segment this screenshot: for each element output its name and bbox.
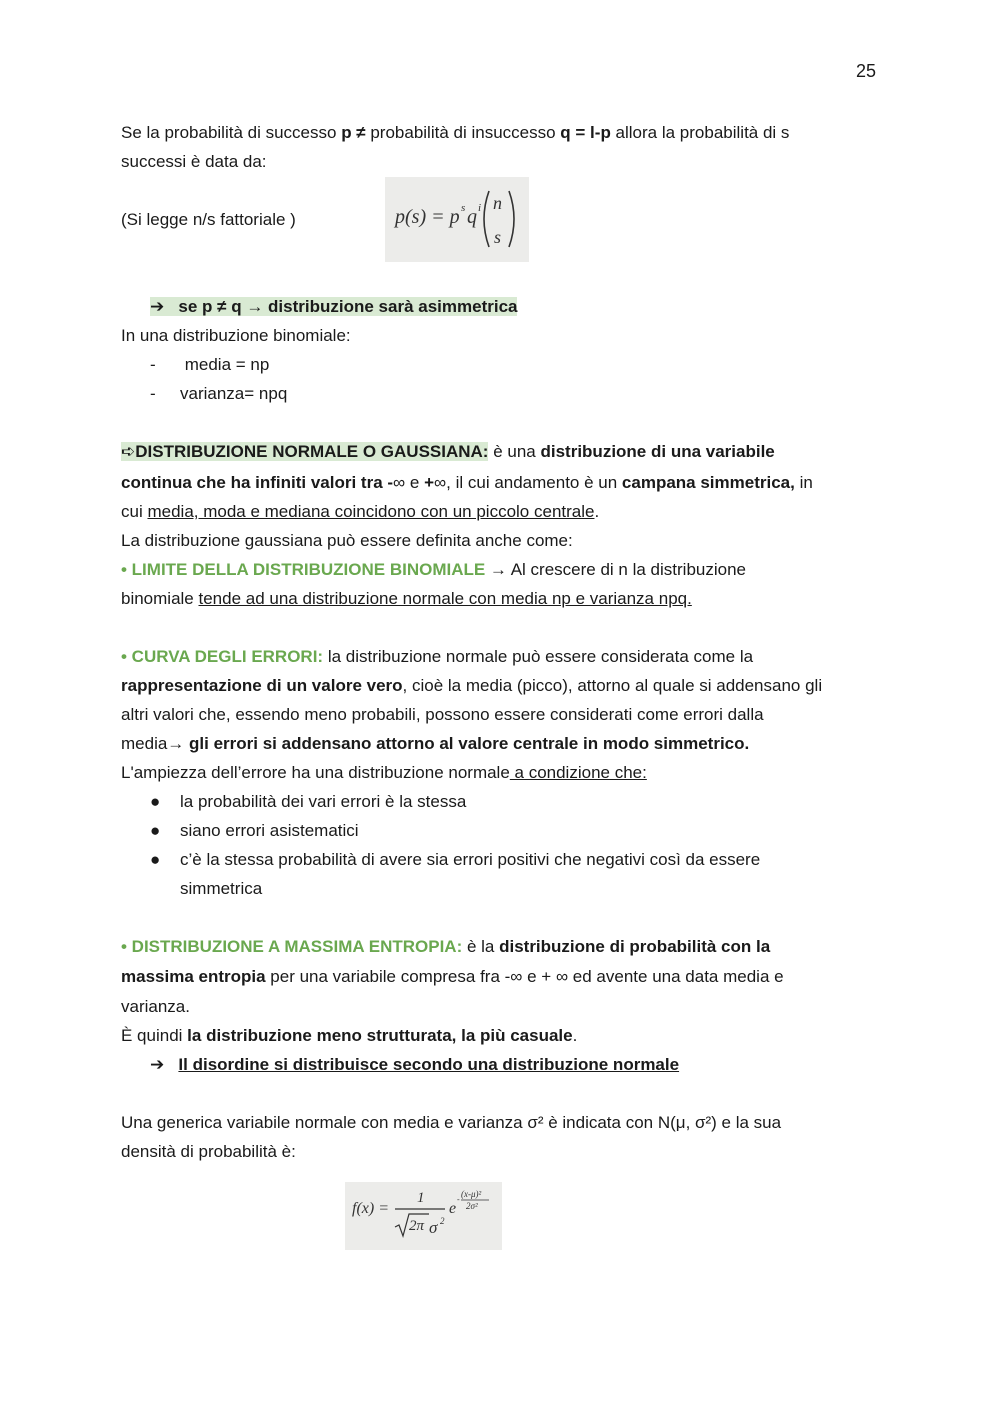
normal-line-1: ➪DISTRIBUZIONE NORMALE O GAUSSIANA: è una distribuzione di una variabile xyxy=(121,442,775,461)
normal-density-formula xyxy=(345,1182,502,1250)
formula1-sup-s: s xyxy=(461,202,466,214)
normal-defined: La distribuzione gaussiana può essere definita anche come: xyxy=(121,531,573,550)
list-item: ● la probabilità dei vari errori è la stessa xyxy=(150,787,870,816)
right-paren xyxy=(509,191,514,247)
formula2-exp-den: 2σ² xyxy=(466,1201,478,1211)
bullet-icon: ● xyxy=(150,821,161,840)
list-item: ● c’è la stessa probabilità di avere sia errori positivi che negativi così da essere simmetrica xyxy=(150,845,870,903)
bullet-icon: ● xyxy=(150,850,161,869)
curva-line-3: altri valori che, essendo meno probabili, possono essere considerati come errori dalla xyxy=(121,705,764,724)
formula1-s: s xyxy=(494,227,502,247)
list-item: ● siano errori asistematici xyxy=(150,816,870,845)
curva-line-5: L'ampiezza dell’errore ha una distribuzione normale a condizione che: xyxy=(121,763,647,782)
formula2-e: e xyxy=(449,1200,457,1217)
formula2-exp-num: (x-μ)² xyxy=(461,1189,482,1199)
generic-line-2: densità di probabilità è: xyxy=(121,1142,296,1161)
binomial-formula-svg xyxy=(385,177,529,262)
formula1-q: q xyxy=(467,206,477,228)
formula1-sup-i: i xyxy=(478,202,482,214)
binomial-heading: In una distribuzione binomiale: xyxy=(121,326,351,345)
normal-density-formula-svg xyxy=(345,1182,502,1250)
formula1-lhs: p(s) = p xyxy=(395,206,460,228)
list-item: - varianza= npq xyxy=(150,384,288,403)
bullet: • xyxy=(121,937,127,956)
normal-line-2: continua che ha infiniti valori tra -∞ e +∞, il cui andamento è un campana simmetrica, in xyxy=(121,473,813,492)
fattoriale-note: (Si legge n/s fattoriale ) xyxy=(121,210,296,229)
page-number: 25 xyxy=(856,61,877,81)
bullet-icon: ● xyxy=(150,792,161,811)
left-paren xyxy=(484,191,489,247)
arrow-icon: ➔ xyxy=(150,1055,165,1074)
bullet: • xyxy=(121,647,127,666)
entropia-line-4: È quindi la distribuzione meno strutturata, la più casuale. xyxy=(121,1026,578,1045)
disorder-note: ➔ Il disordine si distribuisce secondo una distribuzione normale xyxy=(150,1055,680,1074)
formula2-minus: - xyxy=(457,1195,460,1204)
formula2-num: 1 xyxy=(417,1190,425,1206)
generic-line-1: Una generica variabile normale con media e varianza σ² è indicata con N(μ, σ²) e la sua xyxy=(121,1113,782,1132)
intro-line-1: Se la probabilità di successo p ≠ probabilità di insuccesso q = l-p allora la probabilità di s xyxy=(121,123,790,142)
limite-line-2: binomiale tende ad una distribuzione normale con media np e varianza npq. xyxy=(121,589,692,608)
curva-line-1: • CURVA DEGLI ERRORI: la distribuzione normale può essere considerata come la xyxy=(121,647,754,666)
formula2-den-root: 2π xyxy=(409,1218,425,1234)
formula2-den-sq: 2 xyxy=(440,1216,445,1226)
curva-line-2: rappresentazione di un valore vero, cioè la media (picco), attorno al quale si addensano gli xyxy=(121,676,823,695)
list-item: - media = np xyxy=(150,355,270,374)
entropia-line-3: varianza. xyxy=(121,997,190,1016)
bullet: • xyxy=(121,560,127,579)
arrow-icon: ➔ xyxy=(150,297,165,316)
hollow-arrow-icon: ➪ xyxy=(121,442,136,461)
entropia-line-2: massima entropia per una variabile compresa fra -∞ e + ∞ ed avente una data media e xyxy=(121,967,784,986)
curva-line-4: media→ gli errori si addensano attorno al valore centrale in modo simmetrico. xyxy=(121,734,750,753)
formula2-den-sigma: σ xyxy=(429,1218,438,1237)
normal-line-3: cui media, moda e mediana coincidono con un piccolo centrale. xyxy=(121,502,600,521)
intro-line-2: successi è data da: xyxy=(121,152,267,171)
binomial-formula xyxy=(385,177,529,262)
asymmetry-note: ➔ se p ≠ q → distribuzione sarà asimmetrica xyxy=(150,297,518,316)
formula1-n: n xyxy=(493,193,502,213)
entropia-line-1: • DISTRIBUZIONE A MASSIMA ENTROPIA: è la distribuzione di probabilità con la xyxy=(121,937,771,956)
formula2-lhs: f(x) = xyxy=(352,1200,389,1217)
limite-line-1: • LIMITE DELLA DISTRIBUZIONE BINOMIALE → Al crescere di n la distribuzione xyxy=(121,560,746,579)
